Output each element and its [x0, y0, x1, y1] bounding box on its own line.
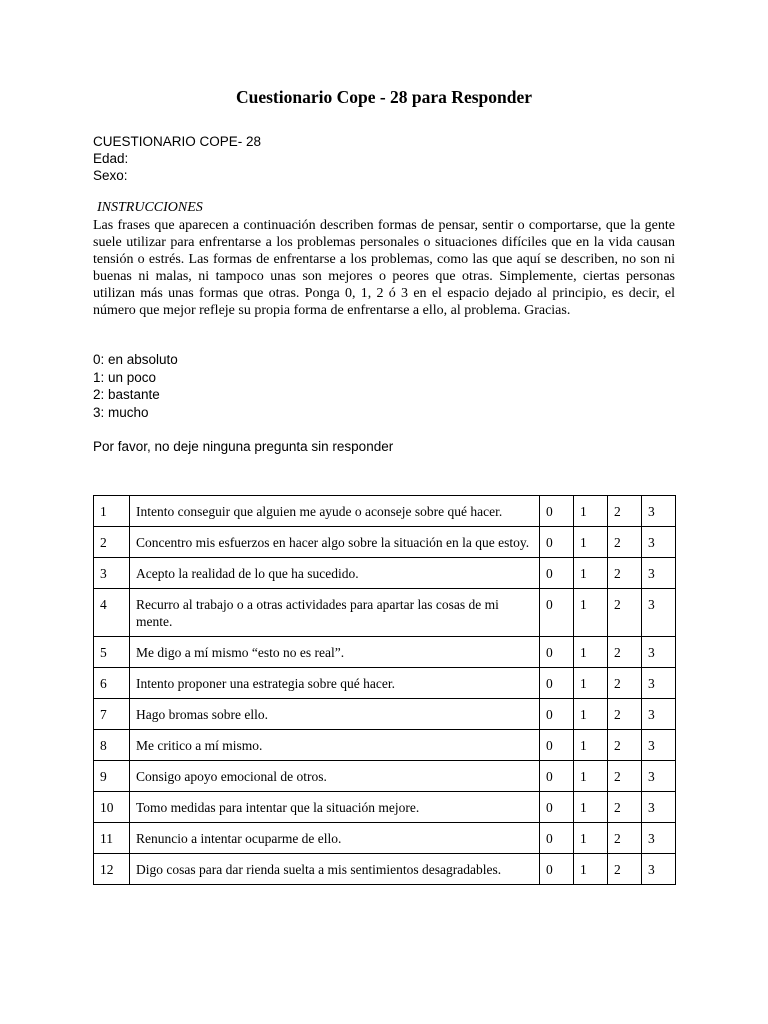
answer-scale — [93, 351, 178, 421]
table-row — [94, 699, 676, 730]
page-title: Cuestionario Cope - 28 para Responder — [235, 87, 533, 107]
form-name: CUESTIONARIO COPE- 28 — [93, 134, 262, 149]
answer-option-3[interactable]: 3 — [642, 589, 676, 637]
answer-option-0[interactable]: 0 — [540, 668, 574, 699]
answer-option-3[interactable]: 3 — [642, 823, 676, 854]
table-row — [94, 854, 676, 885]
item-number: 2 — [94, 527, 130, 558]
table-row — [94, 496, 676, 527]
table-row — [94, 823, 676, 854]
item-number: 12 — [94, 854, 130, 885]
item-text: Concentro mis esfuerzos en hacer algo sobre la situación en la que estoy. — [130, 527, 540, 558]
answer-option-0[interactable]: 0 — [540, 496, 574, 527]
answer-option-3[interactable]: 3 — [642, 668, 676, 699]
answer-option-1[interactable]: 1 — [574, 496, 608, 527]
item-number: 8 — [94, 730, 130, 761]
item-text: Me digo a mí mismo “esto no es real”. — [130, 637, 540, 668]
scale-item: 1: un poco — [93, 369, 157, 385]
answer-option-0[interactable]: 0 — [540, 527, 574, 558]
table-row — [94, 792, 676, 823]
answer-option-2[interactable]: 2 — [608, 527, 642, 558]
answer-option-1[interactable]: 1 — [574, 761, 608, 792]
answer-option-3[interactable]: 3 — [642, 854, 676, 885]
item-text: Me critico a mí mismo. — [130, 730, 540, 761]
table-row — [94, 730, 676, 761]
table-row — [94, 558, 676, 589]
item-text: Acepto la realidad de lo que ha sucedido. — [130, 558, 540, 589]
table-row — [94, 589, 676, 637]
item-text: Renuncio a intentar ocuparme de ello. — [130, 823, 540, 854]
answer-option-0[interactable]: 0 — [540, 792, 574, 823]
respondent-info — [93, 133, 261, 184]
sex-label: Sexo: — [93, 168, 128, 183]
item-text: Consigo apoyo emocional de otros. — [130, 761, 540, 792]
item-number: 1 — [94, 496, 130, 527]
instruction-note: Por favor, no deje ninguna pregunta sin responder — [93, 439, 394, 454]
answer-option-1[interactable]: 1 — [574, 854, 608, 885]
answer-option-3[interactable]: 3 — [642, 792, 676, 823]
answer-option-3[interactable]: 3 — [642, 761, 676, 792]
scale-item: 2: bastante — [93, 387, 160, 402]
item-text: Hago bromas sobre ello. — [130, 699, 540, 730]
item-number: 6 — [94, 668, 130, 699]
age-label: Edad: — [93, 151, 129, 166]
answer-option-3[interactable]: 3 — [642, 558, 676, 589]
item-number: 10 — [94, 792, 130, 823]
table-row — [94, 637, 676, 668]
answer-option-2[interactable]: 2 — [608, 496, 642, 527]
item-text: Recurro al trabajo o a otras actividades para apartar las cosas de mi mente. — [130, 589, 540, 637]
scale-item: 3: mucho — [93, 404, 149, 420]
answer-option-2[interactable]: 2 — [608, 761, 642, 792]
item-number: 9 — [94, 761, 130, 792]
item-number: 7 — [94, 699, 130, 730]
answer-option-2[interactable]: 2 — [608, 558, 642, 589]
answer-option-1[interactable]: 1 — [574, 792, 608, 823]
answer-option-1[interactable]: 1 — [574, 823, 608, 854]
item-number: 3 — [94, 558, 130, 589]
item-number: 5 — [94, 637, 130, 668]
answer-option-1[interactable]: 1 — [574, 589, 608, 637]
item-text: Tomo medidas para intentar que la situación mejore. — [130, 792, 540, 823]
answer-option-0[interactable]: 0 — [540, 823, 574, 854]
answer-option-2[interactable]: 2 — [608, 792, 642, 823]
instructions-text: Las frases que aparecen a continuación describen formas de pensar, sentir o comportarse, que la gente suele utilizar para enfrentarse a los problemas personales o situaciones difíciles que en la vida causan tensión o estrés. Las formas de enfrentarse a los problemas, como las que aquí se describen, no son ni buenas ni malas, ni tampoco unas son mejores o peores que otras. Simplemente, ciertas personas utilizan más unas formas que otras. Ponga 0, 1, 2 ó 3 en el espacio dejado al principio, es decir, el número que mejor refleje su propia forma de enfrentarse a ello, al problema. Gracias. — [93, 218, 675, 318]
table-row — [94, 527, 676, 558]
table-row — [94, 761, 676, 792]
answer-option-0[interactable]: 0 — [540, 558, 574, 589]
answer-option-1[interactable]: 1 — [574, 699, 608, 730]
item-text: Intento conseguir que alguien me ayude o aconseje sobre qué hacer. — [130, 496, 540, 527]
answer-option-1[interactable]: 1 — [574, 527, 608, 558]
answer-option-2[interactable]: 2 — [608, 823, 642, 854]
answer-option-1[interactable]: 1 — [574, 637, 608, 668]
item-text: Digo cosas para dar rienda suelta a mis sentimientos desagradables. — [130, 854, 540, 885]
answer-option-2[interactable]: 2 — [608, 699, 642, 730]
answer-option-0[interactable]: 0 — [540, 589, 574, 637]
answer-option-3[interactable]: 3 — [642, 699, 676, 730]
questionnaire-table — [93, 495, 676, 885]
table-row — [94, 668, 676, 699]
answer-option-3[interactable]: 3 — [642, 730, 676, 761]
answer-option-0[interactable]: 0 — [540, 637, 574, 668]
answer-option-2[interactable]: 2 — [608, 637, 642, 668]
instructions-heading: INSTRUCCIONES — [97, 200, 203, 215]
answer-option-0[interactable]: 0 — [540, 730, 574, 761]
item-text: Intento proponer una estrategia sobre qué hacer. — [130, 668, 540, 699]
answer-option-1[interactable]: 1 — [574, 668, 608, 699]
answer-option-2[interactable]: 2 — [608, 589, 642, 637]
answer-option-3[interactable]: 3 — [642, 496, 676, 527]
answer-option-3[interactable]: 3 — [642, 527, 676, 558]
scale-item: 0: en absoluto — [93, 352, 178, 367]
answer-option-1[interactable]: 1 — [574, 558, 608, 589]
answer-option-2[interactable]: 2 — [608, 854, 642, 885]
answer-option-1[interactable]: 1 — [574, 730, 608, 761]
answer-option-2[interactable]: 2 — [608, 730, 642, 761]
item-number: 11 — [94, 823, 130, 854]
answer-option-3[interactable]: 3 — [642, 637, 676, 668]
answer-option-0[interactable]: 0 — [540, 761, 574, 792]
answer-option-0[interactable]: 0 — [540, 854, 574, 885]
item-number: 4 — [94, 589, 130, 637]
answer-option-0[interactable]: 0 — [540, 699, 574, 730]
answer-option-2[interactable]: 2 — [608, 668, 642, 699]
